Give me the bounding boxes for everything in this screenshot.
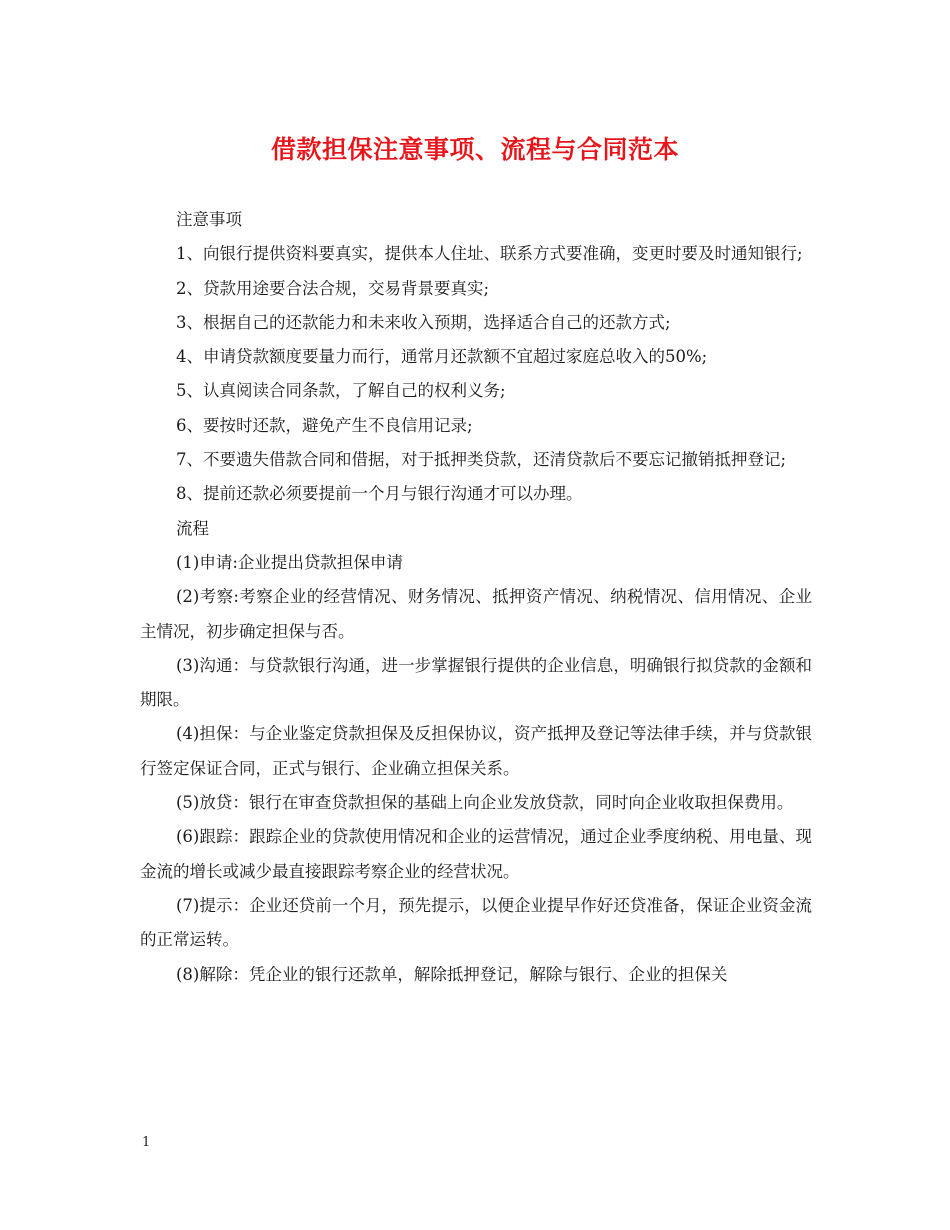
process-step-1: (1)申请:企业提出贷款担保申请 <box>176 552 403 572</box>
document-title: 借款担保注意事项、流程与合同范本 <box>270 135 679 164</box>
note-item-3: 3、根据自己的还款能力和未来收入预期，选择适合自己的还款方式; <box>176 312 671 332</box>
note-item-4: 4、申请贷款额度要量力而行，通常月还款额不宜超过家庭总收入的50%; <box>176 347 708 367</box>
document-body <box>140 203 812 992</box>
section-heading-process: 流程 <box>176 518 209 538</box>
process-step-6: (6)跟踪：跟踪企业的贷款使用情况和企业的运营情况，通过企业季度纳税、用电量、现金流的增长或减少最直接跟踪考察企业的经营状况。 <box>140 827 812 881</box>
note-item-6: 6、要按时还款，避免产生不良信用记录; <box>176 415 473 435</box>
process-step-2: (2)考察:考察企业的经营情况、财务情况、抵押资产情况、纳税情况、信用情况、企业主情况，初步确定担保与否。 <box>140 587 812 641</box>
note-item-8: 8、提前还款必须要提前一个月与银行沟通才可以办理。 <box>176 484 583 504</box>
process-step-3: (3)沟通：与贷款银行沟通，进一步掌握银行提供的企业信息，明确银行拟贷款的金额和期限。 <box>140 655 812 710</box>
note-item-1: 1、向银行提供资料要真实，提供本人住址、联系方式要准确，变更时要及时通知银行; <box>176 244 803 264</box>
section-heading-notes: 注意事项 <box>176 210 242 229</box>
note-item-5: 5、认真阅读合同条款，了解自己的权利义务; <box>176 381 506 401</box>
note-item-7: 7、不要遗失借款合同和借据，对于抵押类贷款，还清贷款后不要忘记撤销抵押登记; <box>176 450 787 470</box>
process-step-7: (7)提示：企业还贷前一个月，预先提示，以便企业提早作好还贷准备，保证企业资金流的正常运转。 <box>140 895 812 950</box>
page-number: 1 <box>142 1135 151 1150</box>
process-step-4: (4)担保：与企业鉴定贷款担保及反担保协议，资产抵押及登记等法律手续，并与贷款银行签定保证合同，正式与银行、企业确立担保关系。 <box>140 724 812 778</box>
note-item-2: 2、贷款用途要合法合规，交易背景要真实; <box>176 278 490 298</box>
process-step-8: (8)解除：凭企业的银行还款单，解除抵押登记，解除与银行、企业的担保关 <box>176 964 728 984</box>
process-step-5: (5)放贷：银行在审查贷款担保的基础上向企业发放贷款，同时向企业收取担保费用。 <box>176 793 794 813</box>
